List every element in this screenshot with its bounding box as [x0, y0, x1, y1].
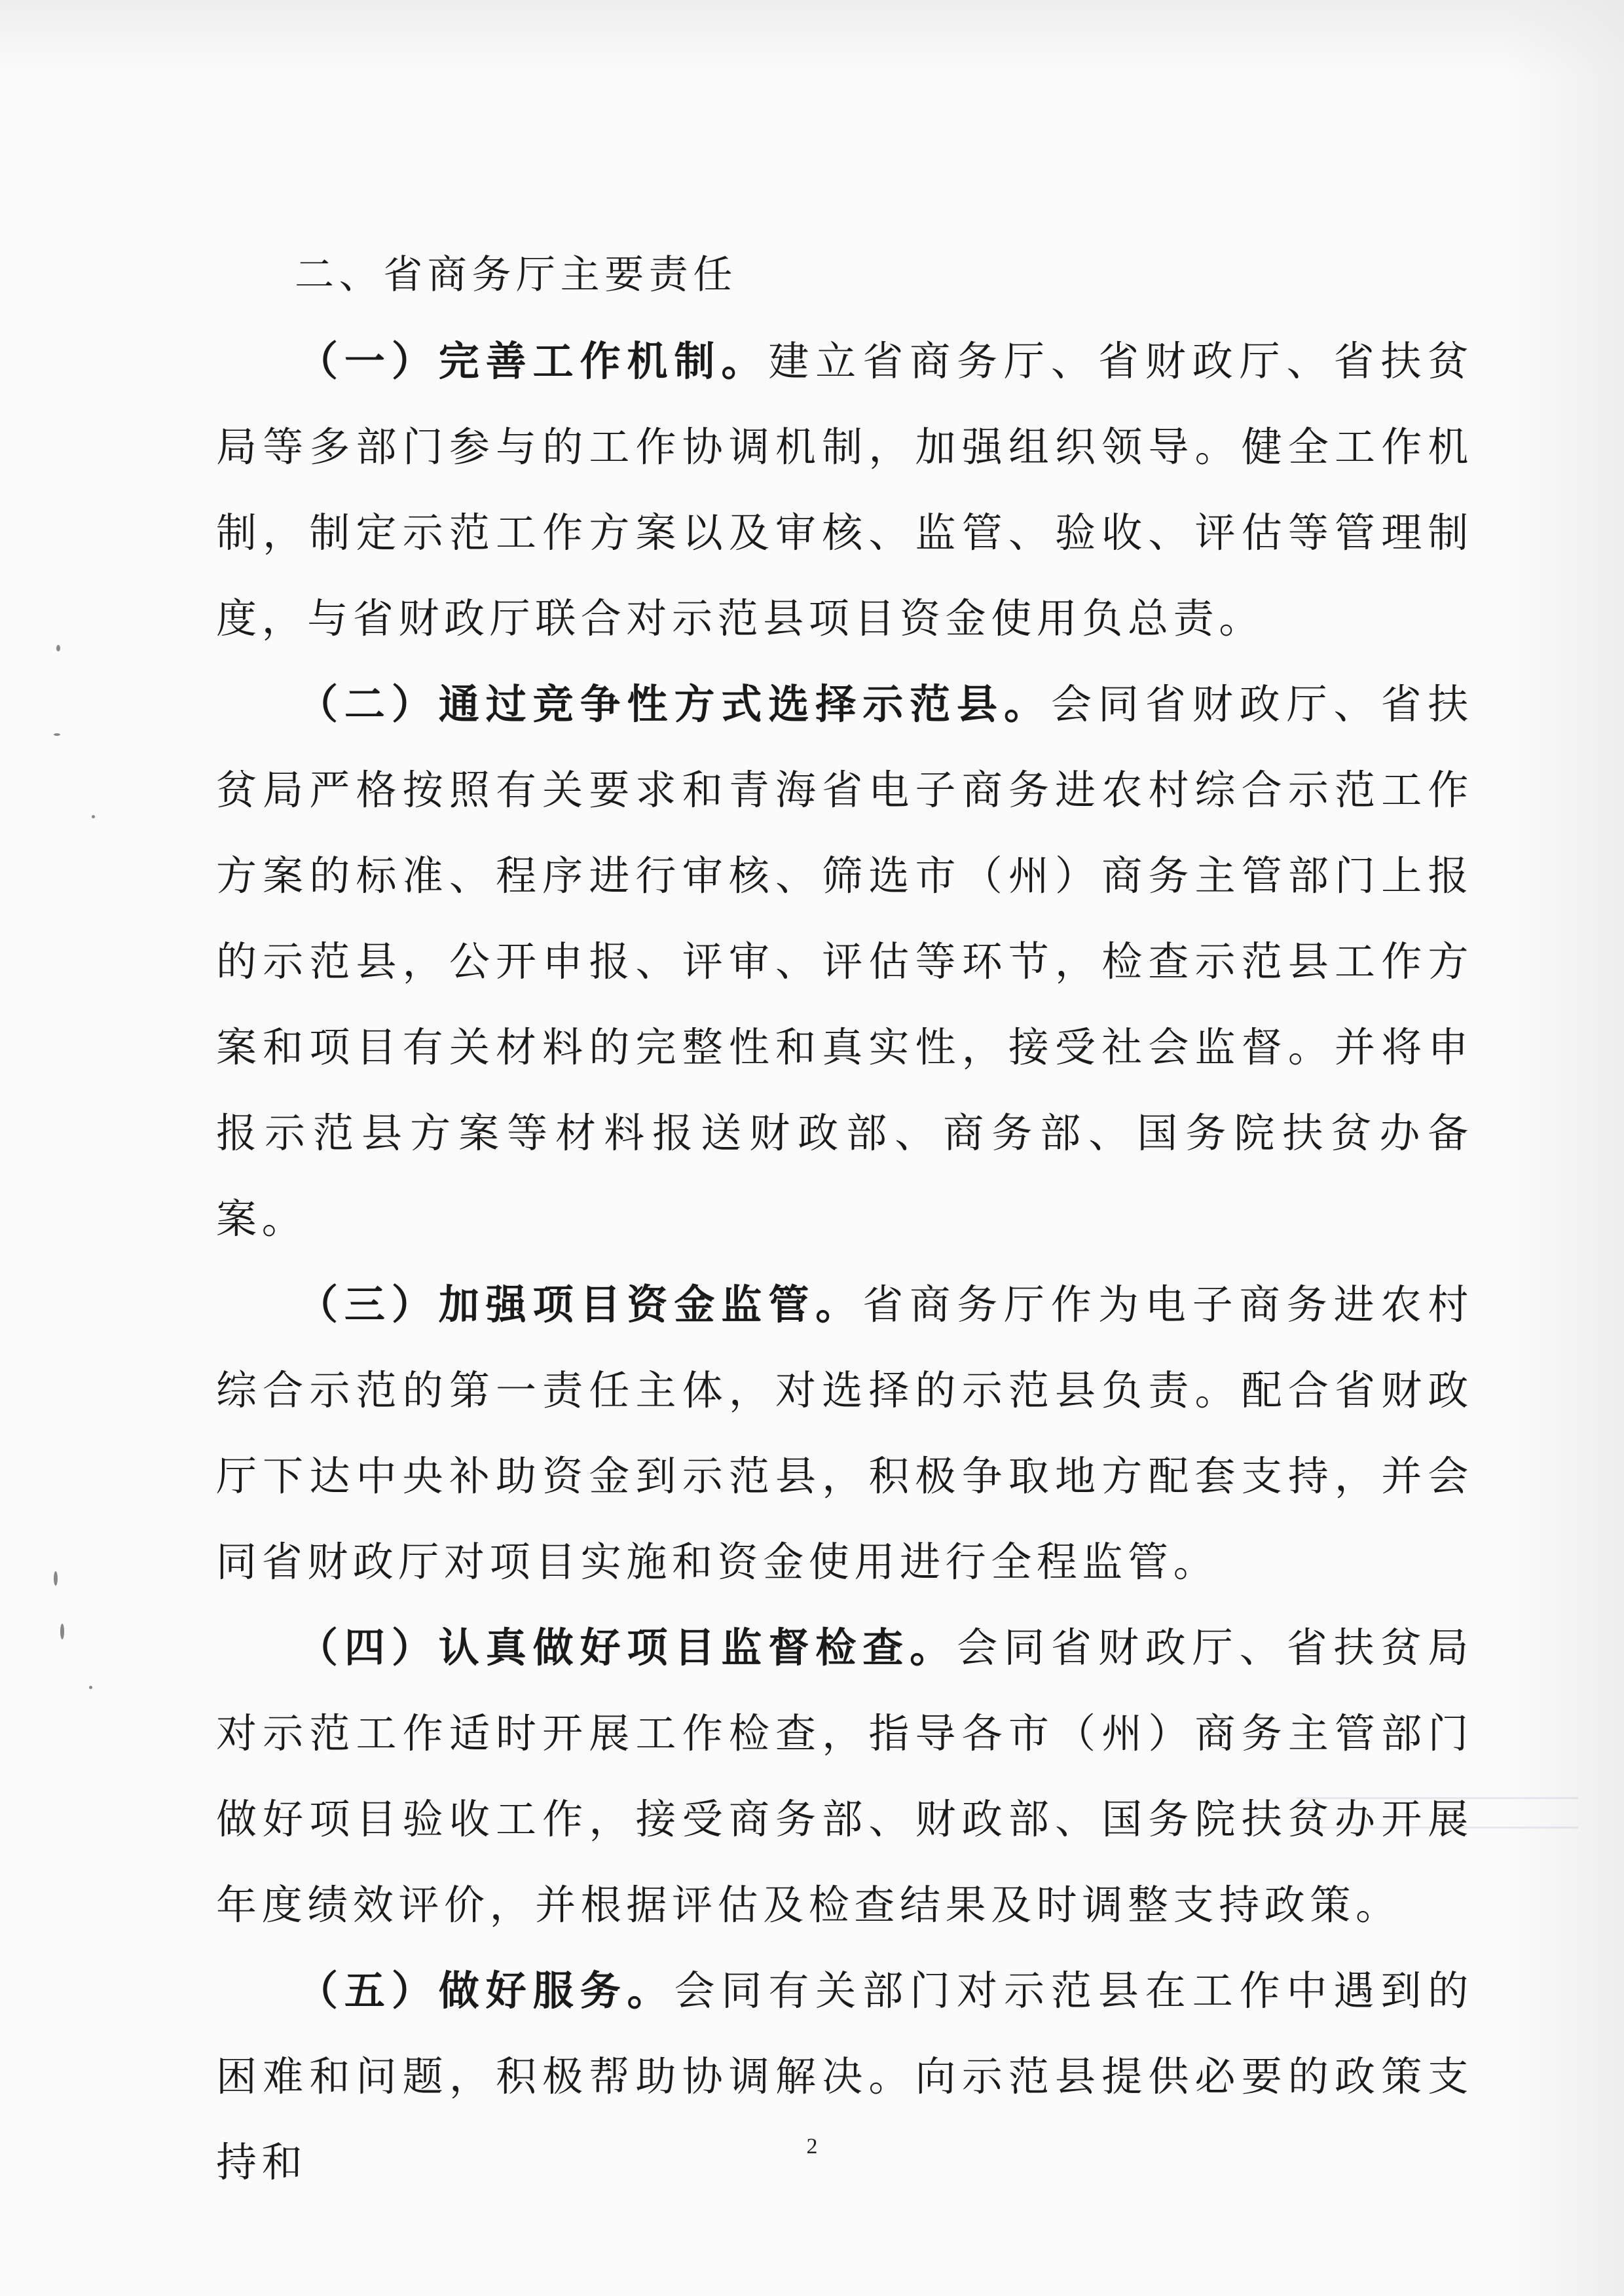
section-heading: 二、省商务厅主要责任 [295, 252, 737, 298]
paragraph-lead: （四）认真做好项目监督检查。 [297, 1624, 957, 1671]
scan-speck [54, 733, 60, 736]
page-number: 2 [806, 2134, 818, 2159]
paragraph-1 [216, 318, 1473, 661]
paragraph-text: 省商务厅作为电子商务进农村综合示范的第一责任主体，对选择的示范县负责。配合省财政厅下达中央补助资金到示范县，积极争取地方配套支持，并会同省财政厅对项目实施和资金使用进行全程监管。 [216, 1281, 1473, 1586]
paragraph-lead: （一）完善工作机制。 [297, 337, 769, 385]
scan-speck [60, 1624, 64, 1639]
scan-shading-right [1506, 0, 1624, 2296]
scan-speck [54, 1571, 58, 1586]
scan-speck [92, 815, 95, 818]
paragraph-3 [216, 1262, 1473, 1605]
scan-speck [89, 1686, 92, 1689]
paragraph-lead: （二）通过竞争性方式选择示范县。 [297, 680, 1051, 728]
paragraph-2 [216, 661, 1473, 1262]
paragraph-4 [216, 1605, 1473, 1948]
document-body [216, 232, 1473, 2205]
paragraph-text: 会同省财政厅、省扶贫局严格按照有关要求和青海省电子商务进农村综合示范工作方案的标准、程序进行审核、筛选市（州）商务主管部门上报的示范县，公开申报、评审、评估等环节，检查示范县工作方案和项目有关材料的完整性和真实性，接受社会监督。并将申报示范县方案等材料报送财政部、商务部、国务院扶贫办备案。 [216, 680, 1473, 1243]
paragraph-text: 会同有关部门对示范县在工作中遇到的困难和问题，积极帮助协调解决。向示范县提供必要的政策支持和 [216, 1967, 1473, 2186]
paragraph-lead: （三）加强项目资金监管。 [297, 1281, 863, 1328]
paragraph-lead: （五）做好服务。 [297, 1967, 674, 2014]
paragraph-text: 建立省商务厅、省财政厅、省扶贫局等多部门参与的工作协调机制，加强组织领导。健全工作机制，制定示范工作方案以及审核、监管、验收、评估等管理制度，与省财政厅联合对示范县项目资金使用负总责。 [216, 337, 1473, 642]
paragraph-5 [216, 1948, 1473, 2205]
scan-speck [56, 645, 60, 651]
paragraph-text: 会同省财政厅、省扶贫局对示范工作适时开展工作检查，指导各市（州）商务主管部门做好项目验收工作，接受商务部、财政部、国务院扶贫办开展年度绩效评价，并根据评估及检查结果及时调整支持政策。 [216, 1624, 1473, 1929]
scan-shading-top [0, 0, 1624, 79]
